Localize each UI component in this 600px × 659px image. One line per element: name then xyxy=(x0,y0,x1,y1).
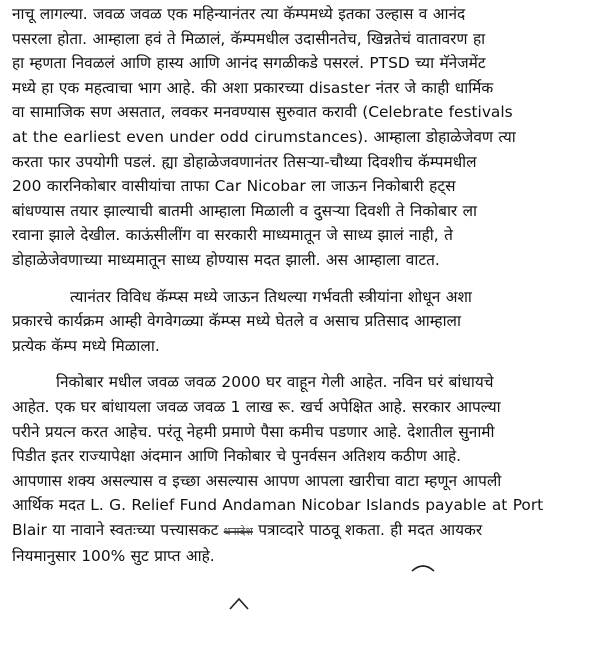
paragraph-3 xyxy=(12,370,592,569)
text-line: वा सामाजिक सण असतात, लवकर मनवण्यास सुरुवात करावी (Celebrate festivals xyxy=(12,103,513,122)
text-line: मध्ये हा एक महत्वाचा भाग आहे. की अशा प्रकारच्या disaster नंतर जे काही धार्मिक xyxy=(12,78,494,97)
text-line: करता फार उपयोगी पडलं. ह्या डोहाळेजवणानंतर तिसऱ्या-चौथ्या दिवशीच कॅम्पमधील xyxy=(12,152,477,171)
text-line: आर्थिक मदत L. G. Relief Fund Andaman Nicobar Islands payable at Port xyxy=(12,496,544,515)
text-line: हा म्हणता निवळलं आणि हास्य आणि आनंद सगळीकडे पसरलं. PTSD च्या मॅनेजमेंट xyxy=(12,54,486,73)
text-line: डोहाळेजेवणाच्या माध्यमातून साध्य होण्यास मदत झाली. अस आम्हाला वाटत. xyxy=(12,250,440,269)
text-line: प्रकारचे कार्यक्रम आम्ही वेगवेगळ्या कॅम्प्स मध्ये घेतले व असाच प्रतिसाद आम्हाला xyxy=(12,312,461,331)
text-fragment: पत्राव्दारे पाठवू शकता. ही मदत आयकर xyxy=(252,520,483,539)
handwritten-caret-mark xyxy=(228,597,250,611)
text-line: नाचू लागल्या. जवळ जवळ एक महिन्यानंतर त्या कॅम्पमध्ये इतका उल्हास व आनंद xyxy=(12,5,466,23)
paragraph-1 xyxy=(12,2,592,273)
text-fragment: Blair या नावाने स्वतःच्या पत्त्यासकट xyxy=(12,520,224,539)
text-line: नियमानुसार 100% सुट प्राप्त आहे. xyxy=(12,547,215,566)
text-line: पसरला होता. आम्हाला हवं ते मिळालं, कॅम्पमधील उदासीनतेच, खिन्नतेचं वातावरण हा xyxy=(12,29,486,48)
paragraph-2 xyxy=(12,285,592,359)
text-line: आपणास शक्य असल्यास व इच्छा असल्यास आपण आपला खारीचा वाटा म्हणून आपली xyxy=(12,471,502,490)
text-line: प्रत्येक कॅम्प मध्ये मिळाला. xyxy=(12,336,160,355)
text-line-with-correction xyxy=(12,518,592,545)
text-line: निकोबार मधील जवळ जवळ 2000 घर वाहून गेली आहेत. नविन घरं बांधायचे xyxy=(56,373,494,392)
text-line: 200 कारनिकोबार वासीयांचा ताफा Car Nicobar ला जाऊन निकोबारी हट्स xyxy=(12,177,456,196)
text-line: आहेत. एक घर बांधायला जवळ जवळ 1 लाख रू. खर्च अपेक्षित आहे. सरकार आपल्या xyxy=(12,397,501,416)
text-line: बांधण्यास तयार झाल्याची बातमी आम्हाला मिळाली व दुसऱ्या दिवशी ते निकोबार ला xyxy=(12,201,478,220)
text-line: त्यानंतर विविध कॅम्प्स मध्ये जाऊन तिथल्या गर्भवती स्त्रीयांना शोधून अशा xyxy=(70,287,472,306)
struck-out-word: धनादेश xyxy=(223,524,253,538)
text-line: परीने प्रयत्न करत आहेच. परंतू नेहमी प्रमाणे पैसा कमीच पडणार आहे. देशातील सुनामी xyxy=(12,422,495,441)
text-line: पिडीत इतर राज्यापेक्षा अंदमान आणि निकोबार चे पुनर्वसन अतिशय कठीण आहे. xyxy=(12,447,462,466)
text-line: at the earliest even under odd cirumstances). आम्हाला डोहाळेजेवण त्या xyxy=(12,127,516,146)
text-line: रवाना झाले देखील. काऊंसीलींग वा सरकारी माध्यमातून जे साध्य झालं नाही, ते xyxy=(12,226,453,245)
